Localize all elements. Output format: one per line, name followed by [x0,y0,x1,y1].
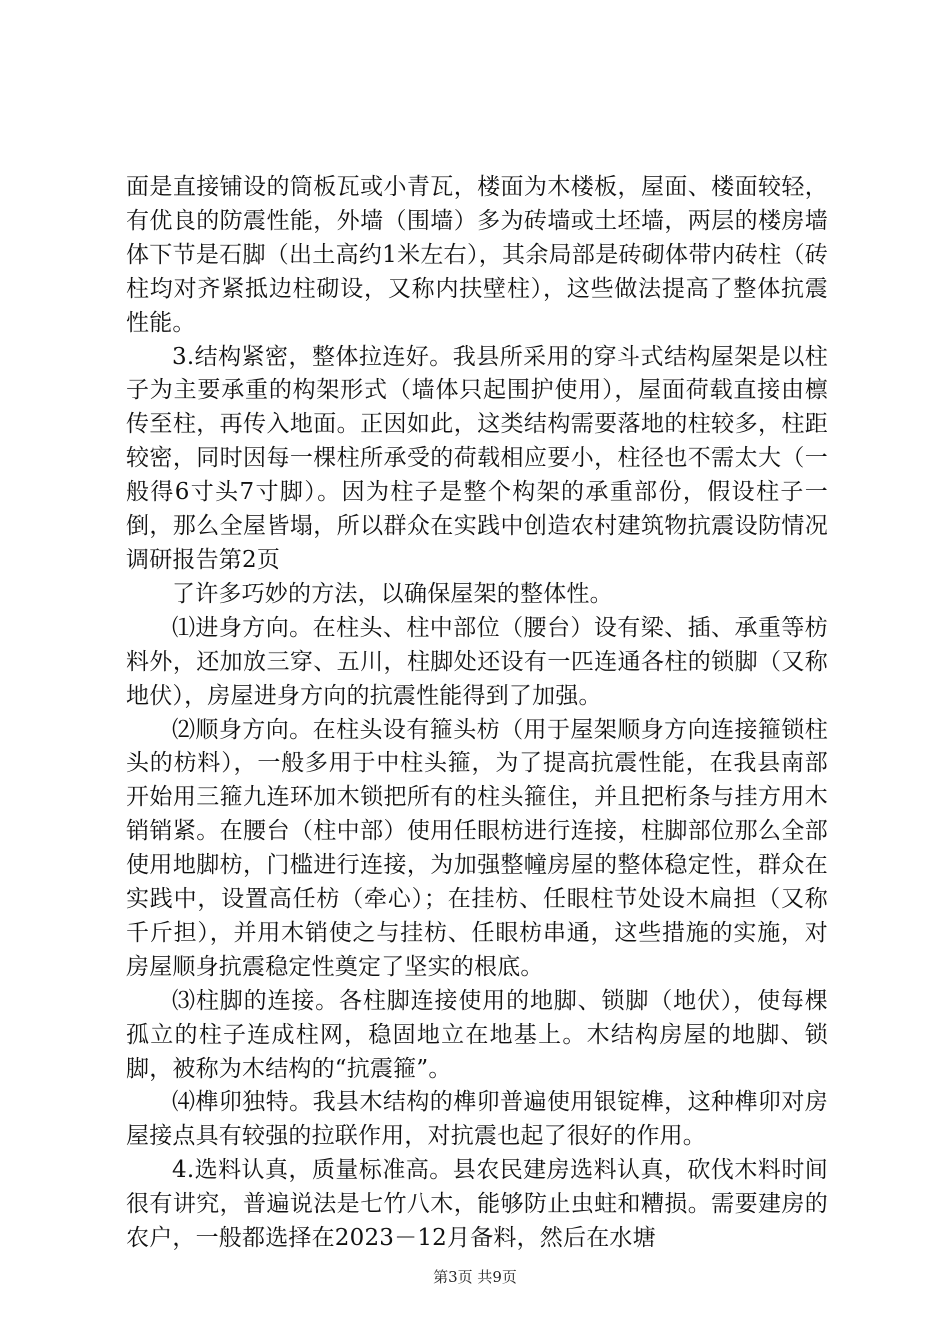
paragraph-item-1-depth-direction: ⑴进身方向。在柱头、柱中部位（腰台）设有梁、插、承重等枋料外，还加放三穿、五川，柱脚处还设有一匹连通各柱的锁脚（又称地伏），房屋进身方向的抗震性能得到了加强。 [126,614,828,709]
paragraph-section-3-continued: 了许多巧妙的方法，以确保屋架的整体性。 [172,580,613,607]
paragraph-item-2-length-direction: ⑵顺身方向。在柱头设有箍头枋（用于屋架顺身方向连接箍锁柱头的枋料），一般多用于中柱头箍，为了提高抗震性能，在我县南部开始用三箍九连环加木锁把所有的柱头箍住，并且把桁条与挂方用木销销紧。在腰台（柱中部）使用任眼枋进行连接，柱脚部位那么全部使用地脚枋，门槛进行连接，为加强整幢房屋的整体稳定性，群众在实践中，设置高任枋（牵心）；在挂枋、任眼柱节处设木扁担（又称千斤担），并用木销使之与挂枋、任眼枋串通，这些措施的实施，对房屋顺身抗震稳定性奠定了坚实的根底。 [126,716,828,980]
paragraph-item-4-mortise-tenon: ⑷榫卯独特。我县木结构的榫卯普遍使用银锭榫，这种榫卯对房屋接点具有较强的拉联作用，对抗震也起了很好的作用。 [126,1089,828,1150]
paragraph-continued: 面是直接铺设的筒板瓦或小青瓦，楼面为木楼板，屋面、楼面较轻，有优良的防震性能，外墙（围墙）多为砖墙或土坯墙，两层的楼房墙体下节是石脚（出土高约1米左右），其余局部是砖砌体带内砖柱（砖柱均对齐紧抵边柱砌设，又称内扶壁柱），这些做法提高了整体抗震性能。 [126,174,828,336]
paragraph-item-3-column-foot: ⑶柱脚的连接。各柱脚连接使用的地脚、锁脚（地伏），使每棵孤立的柱子连成柱网，稳固地立在地基上。木结构房屋的地脚、锁脚，被称为木结构的“抗震箍”。 [126,987,828,1082]
paragraph-section-3: 3.结构紧密，整体拉连好。我县所采用的穿斗式结构屋架是以柱子为主要承重的构架形式（墙体只起围护使用），屋面荷载直接由檩传至柱，再传入地面。正因如此，这类结构需要落地的柱较多，柱距较密，同时因每一棵柱所承受的荷载相应要小，柱径也不需太大（一般得6寸头7寸脚）。因为柱子是整个构架的承重部份，假设柱子一倒，那么全屋皆塌，所以群众在实践中创造农村建筑物抗震设防情况调研报告第2页 [126,343,828,573]
document-body [126,171,828,1256]
paragraph-section-4: 4.选料认真，质量标准高。县农民建房选料认真，砍伐木料时间很有讲究，普遍说法是七竹八木，能够防止虫蛀和糟损。需要建房的农户，一般都选择在2023－12月备料，然后在水塘 [126,1157,828,1252]
page-number-footer: 第3页 共9页 [433,1268,517,1286]
